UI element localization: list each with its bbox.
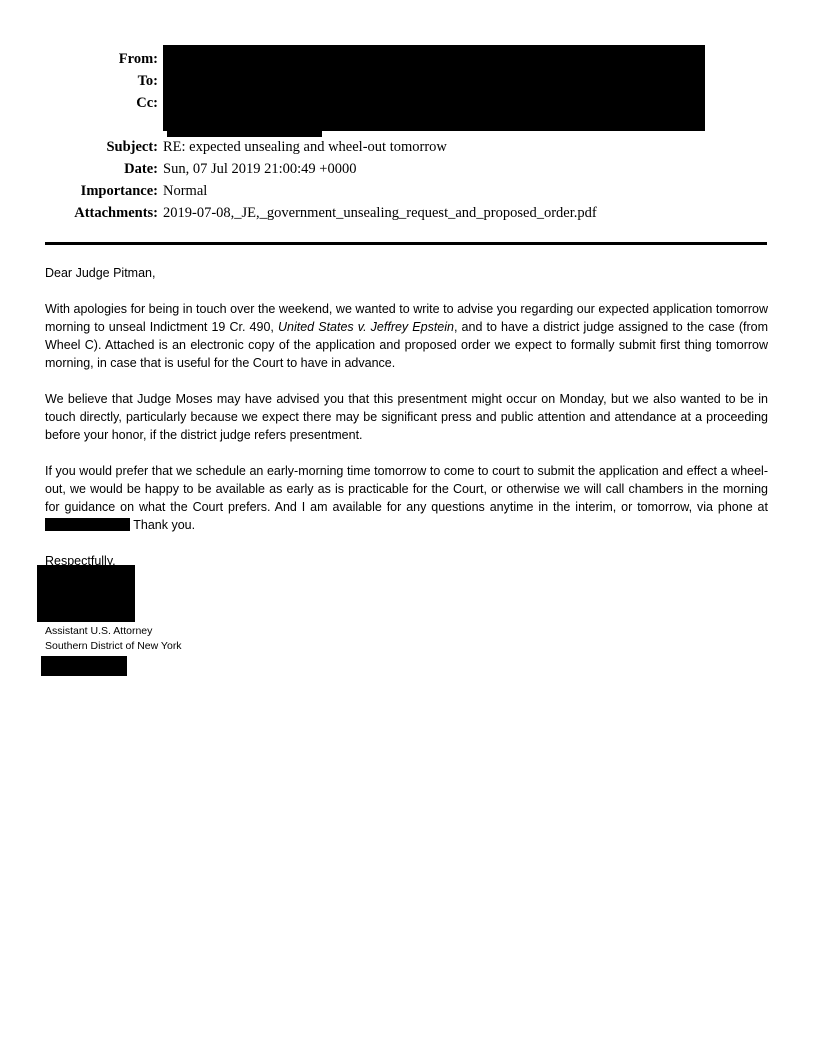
paragraph-1-text-cont: , and to have a district judge assigned to the case (from Wheel C). Attached is an electronic copy of the application and proposed order we expect to formally submit first thing tomorrow morning, in case that is useful for the Court to have in advance. <box>45 320 768 370</box>
paragraph-3 <box>45 462 768 534</box>
cc-label: Cc: <box>136 95 158 111</box>
to-label: To: <box>137 73 158 89</box>
paragraph-3-text: If you would prefer that we schedule an early-morning time tomorrow to come to court to submit the application and effect a wheel-out, we would be happy to be available as early as is practicable for the Court, or otherwise we will call chambers in the morning for guidance on what the Court prefers. And I am available for any questions anytime in the interim, or tomorrow, via phone at <box>45 464 768 514</box>
subject-label: Subject: <box>106 139 158 155</box>
redaction-recipients-strip <box>167 129 322 137</box>
paragraph-3-text-cont: Thank you. <box>130 518 196 532</box>
subject-value: RE: expected unsealing and wheel-out tomorrow <box>163 139 447 155</box>
paragraph-2: We believe that Judge Moses may have advised you that this presentment might occur on Monday, but we also wanted to be in touch directly, particularly because we expect there may be significant press and public attention and attendance at a proceeding before your honor, if the district judge refers presentment. <box>45 392 768 442</box>
date-label: Date: <box>124 161 158 177</box>
redaction-phone-inline <box>45 518 130 531</box>
redaction-signature-name <box>37 565 135 622</box>
header-row-attachments <box>45 202 768 224</box>
importance-label: Importance: <box>80 183 158 199</box>
signature-title: Assistant U.S. Attorney <box>45 625 153 637</box>
email-body <box>45 264 768 676</box>
paragraph-1-text: With apologies for being in touch over the weekend, we wanted to write to advise you regarding our expected application tomorrow morning to unseal Indictment 19 Cr. 490, <box>45 302 768 334</box>
redaction-recipients-block <box>163 45 705 131</box>
salutation: Dear Judge Pitman, <box>45 266 156 280</box>
closing: Respectfully, <box>45 554 116 568</box>
header-row-subject <box>45 136 768 158</box>
from-label: From: <box>118 51 158 67</box>
attachments-label: Attachments: <box>74 205 158 221</box>
importance-value: Normal <box>163 183 208 199</box>
attachment-filename: 2019-07-08,_JE,_government_unsealing_request_and_proposed_order.pdf <box>163 205 597 221</box>
date-value: Sun, 07 Jul 2019 21:00:49 +0000 <box>163 161 357 177</box>
header-row-importance <box>45 180 768 202</box>
redaction-phone-block <box>41 656 127 676</box>
signature-org: Southern District of New York <box>45 639 182 652</box>
case-name-italic: United States v. Jeffrey Epstein <box>278 320 454 334</box>
paragraph-1 <box>45 300 768 372</box>
header-row-date <box>45 158 768 180</box>
header-divider <box>45 242 767 245</box>
